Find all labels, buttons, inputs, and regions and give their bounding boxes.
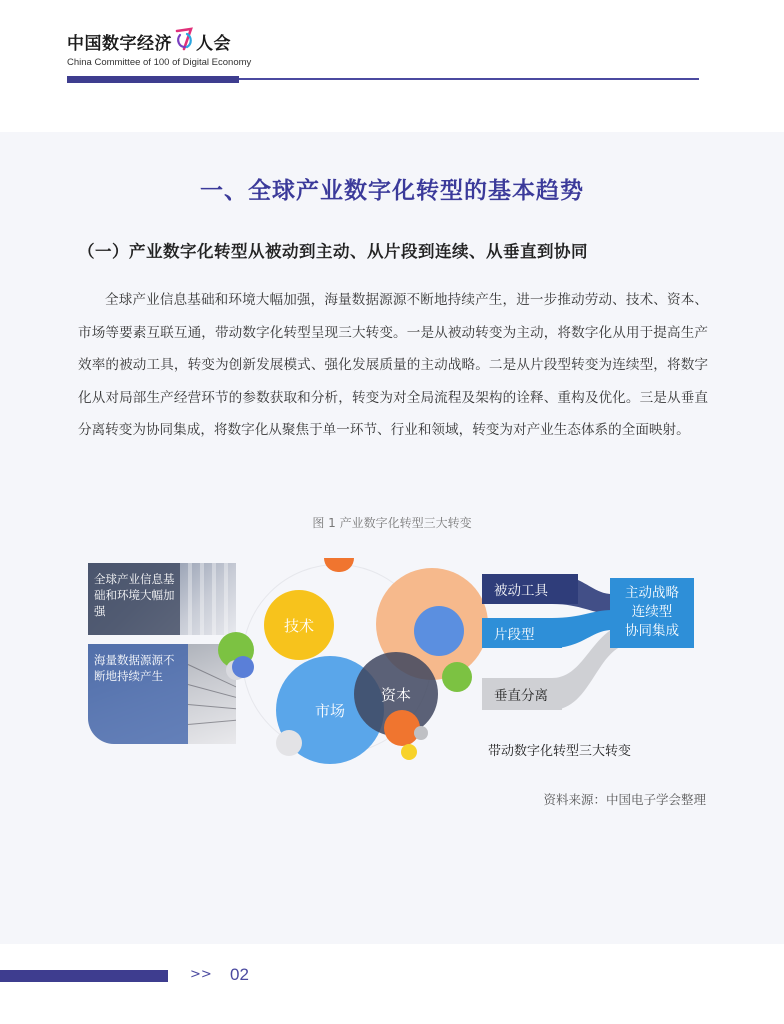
gray-low-dot (276, 730, 302, 756)
building-stripe (212, 563, 216, 635)
body-paragraph: 全球产业信息基础和环境大幅加强，海量数据源源不断地持续产生，进一步推动劳动、技术、资本、市场等要素互联互通，带动数字化转型呈现三大转变。一是从被动转变为主动，将数字化从用于提高生产效率的被动工具，转变为创新发展模式、强化发展质量的主动战略。二是从片段型转变为连续型，将数字化从对局部生产经营环节的参数获取和分析，转变为对全局流程及架构的诠释、重构及优化。三是从垂直分离转变为协同集成，将数字化从聚焦于单一环节、行业和领域，转变为对产业生态体系的全面映射。 (78, 292, 708, 438)
bubble-technology: 技术 (264, 590, 334, 660)
gray-tiny-dot (414, 726, 428, 740)
blue-small-dot (232, 656, 254, 678)
flow-active-strategy: 主动战略 (625, 585, 679, 601)
logo-en-text: China Committee of 100 of Digital Economy (67, 57, 252, 68)
logo-cn-right: 人会 (196, 33, 231, 54)
flow-vertical: 垂直分离 (482, 678, 562, 710)
logo-cn-left: 中国数字经济 (67, 33, 172, 54)
bridge-cable (188, 684, 236, 703)
page-header (0, 0, 784, 130)
figure-caption: 图 1 产业数字化转型三大转变 (312, 516, 472, 530)
flow-caption: 带动数字化转型三大转变 (488, 744, 632, 759)
building-stripe (200, 563, 204, 635)
footer-accent-bar (0, 970, 168, 982)
photo-buildings (88, 563, 236, 635)
source-note: 资料来源：中国电子学会整理 (543, 792, 706, 807)
flow-continuous: 连续型 (631, 604, 673, 620)
bridge-cable (188, 718, 236, 725)
flow-result-box (610, 578, 694, 648)
logo-cn-text (67, 28, 251, 54)
building-stripe (224, 563, 228, 635)
flow-passive-tool: 被动工具 (482, 574, 578, 604)
blue-mid-dot (414, 606, 464, 656)
logo (67, 28, 251, 68)
flow-segment: 片段型 (482, 618, 562, 648)
green-right-dot (442, 662, 472, 692)
section-subtitle: （一）产业数字化转型从被动到主动、从片段到连续、从垂直到协同 (78, 242, 588, 261)
photo-label-2: 海量数据源源不断地持续产生 (94, 653, 175, 683)
flow-collaborative: 协同集成 (625, 623, 679, 639)
header-accent-bar (67, 76, 239, 83)
photo-bridge (88, 644, 236, 744)
building-stripe (188, 563, 192, 635)
footer-arrows-icon: >> (190, 967, 212, 982)
photo-label-1: 全球产业信息基础和环境大幅加强 (94, 572, 175, 618)
logo-100-mark-icon (173, 26, 195, 52)
bridge-cable (188, 704, 236, 711)
bubble-capital: 资本 (354, 652, 438, 736)
figure (88, 560, 708, 770)
page-number: 02 (230, 965, 249, 984)
factor-bubbles (236, 560, 486, 770)
yellow-low-dot (401, 744, 417, 760)
bubble-market: 市场 (276, 656, 384, 764)
section-title: 一、全球产业数字化转型的基本趋势 (200, 178, 584, 204)
content-panel (0, 132, 784, 944)
